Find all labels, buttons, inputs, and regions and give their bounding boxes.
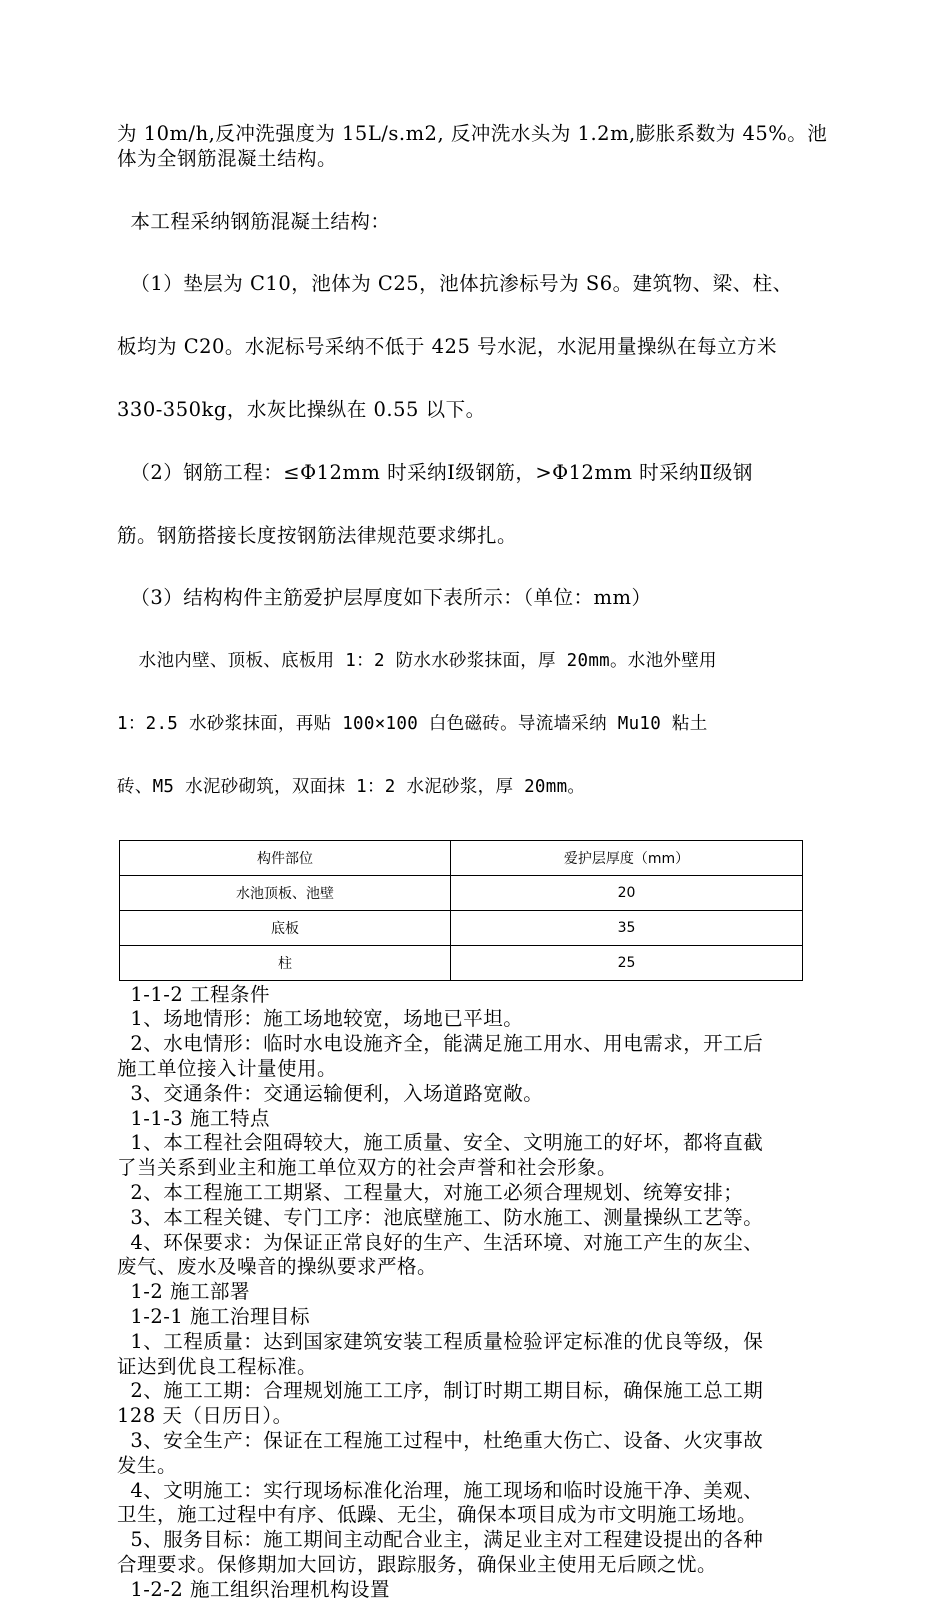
table-cell: 35 xyxy=(451,910,803,945)
paragraph-line: 3、安全生产：保证在工程施工过程中，杜绝重大伤亡、设备、火灾事故 xyxy=(117,1428,764,1452)
paragraph-line: 3、交通条件：交通运输便利，入场道路宽敞。 xyxy=(117,1081,544,1105)
structure-section xyxy=(117,172,833,838)
section-heading: 1-2 施工部署 xyxy=(117,1280,250,1304)
paragraph-line: 砖、M5 水泥砂砌筑，双面抹 1：2 水泥砂浆，厚 20mm。 xyxy=(117,776,586,797)
paragraph-line: 1：2.5 水砂浆抹面，再贴 100×100 白色磁砖。导流墙采纳 Mu10 粘土 xyxy=(117,713,708,734)
paragraph-line: 4、文明施工：实行现场标准化治理，施工现场和临时设施干净、美观、 xyxy=(117,1478,764,1502)
paragraph-line: 4、环保要求：为保证正常良好的生产、生活环境、对施工产生的灰尘、 xyxy=(117,1230,764,1254)
protection-layer-table xyxy=(119,840,803,981)
paragraph-line: 合理要求。保修期加大回访，跟踪服务，确保业主使用无后顾之忧。 xyxy=(117,1552,718,1576)
table-row xyxy=(120,910,803,945)
paragraph-line: 5、服务目标：施工期间主动配合业主，满足业主对工程建设提出的各种 xyxy=(117,1528,764,1552)
table-cell: 25 xyxy=(451,945,803,980)
section-heading: 1-1-3 施工特点 xyxy=(117,1106,270,1130)
section-heading: 1-2-1 施工治理目标 xyxy=(117,1304,310,1328)
table-header-cell: 构件部位 xyxy=(120,840,451,875)
paragraph-line: 废气、废水及噪音的操纵要求严格。 xyxy=(117,1255,438,1279)
paragraph-line: 1、工程质量：达到国家建筑安装工程质量检验评定标准的优良等级，保 xyxy=(117,1329,764,1353)
paragraph-line: 筋。钢筋搭接长度按钢筋法律规范要求绑扎。 xyxy=(117,523,518,547)
paragraph-line: 卫生，施工过程中有序、低躁、无尘，确保本项目成为市文明施工场地。 xyxy=(117,1503,758,1527)
section-heading: 1-1-2 工程条件 xyxy=(117,982,270,1006)
paragraph-line: 1、本工程社会阻碍较大，施工质量、安全、文明施工的好坏，都将直截 xyxy=(117,1131,764,1155)
paragraph-line: 3、本工程关键、专门工序：池底壁施工、防水施工、测量操纵工艺等。 xyxy=(117,1205,764,1229)
body-section xyxy=(117,983,833,1602)
table-cell: 水池顶板、池壁 xyxy=(120,875,451,910)
section-heading: 1-2-2 施工组织治理机构设置 xyxy=(117,1577,390,1601)
paragraph-line: 128 天（日历日）。 xyxy=(117,1404,293,1428)
table-cell: 底板 xyxy=(120,910,451,945)
table-header-row xyxy=(120,840,803,875)
paragraph-line: （1）垫层为 C10，池体为 C25，池体抗渗标号为 S6。建筑物、梁、柱、 xyxy=(117,272,793,296)
paragraph-line: 1、场地情形：施工场地较宽，场地已平坦。 xyxy=(117,1007,524,1031)
paragraph-line: 2、水电情形：临时水电设施齐全，能满足施工用水、用电需求，开工后 xyxy=(117,1032,764,1056)
table-row xyxy=(120,875,803,910)
paragraph-line: 330-350kg，水灰比操纵在 0.55 以下。 xyxy=(117,397,486,421)
paragraph-line: 为 10m/h,反冲洗强度为 15L/s.m2, 反冲洗水头为 1.2m,膨胀系数为 45%。池 xyxy=(117,122,828,145)
paragraph-line: 板均为 C20。水泥标号采纳不低于 425 号水泥，水泥用量操纵在每立方米 xyxy=(117,335,778,359)
paragraph-line: 2、施工工期：合理规划施工工序，制订时期工期目标，确保施工总工期 xyxy=(117,1379,764,1403)
table-cell: 柱 xyxy=(120,945,451,980)
paragraph-line: （3）结构构件主筋爱护层厚度如下表所示：（单位：mm） xyxy=(117,586,652,610)
paragraph-line: 证达到优良工程标准。 xyxy=(117,1354,318,1378)
paragraph-line: （2）钢筋工程：≤Φ12mm 时采纳Ⅰ级钢筋，>Φ12mm 时采纳Ⅱ级钢 xyxy=(117,460,753,484)
table-header-cell: 爱护层厚度（mm） xyxy=(451,840,803,875)
paragraph-line: 了当关系到业主和施工单位双方的社会声誉和社会形象。 xyxy=(117,1156,618,1180)
paragraph-line: 本工程采纳钢筋混凝土结构： xyxy=(117,209,391,233)
paragraph-line: 发生。 xyxy=(117,1453,178,1477)
paragraph-line: 水池内壁、顶板、底板用 1：2 防水水砂浆抹面，厚 20mm。水池外壁用 xyxy=(117,651,717,672)
paragraph-line: 施工单位接入计量使用。 xyxy=(117,1056,338,1080)
document-page xyxy=(117,122,833,1602)
table-row xyxy=(120,945,803,980)
paragraph-line: 2、本工程施工工期紧、工程量大，对施工必须合理规划、统筹安排； xyxy=(117,1180,744,1204)
table-cell: 20 xyxy=(451,875,803,910)
paragraph-line: 体为全钢筋混凝土结构。 xyxy=(117,146,338,170)
